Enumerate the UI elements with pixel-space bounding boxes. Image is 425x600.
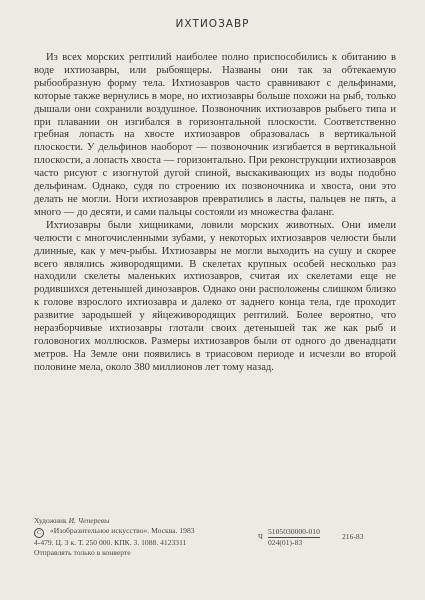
imprint-footer [34, 516, 396, 586]
catalog-numerator: 5105030000-010 [268, 527, 320, 536]
catalog-fraction [268, 527, 320, 548]
artist-name: И. Чеперевы [68, 516, 110, 525]
catalog-code: 216-83 [342, 532, 364, 541]
artist-label: Художник [34, 516, 67, 525]
mailing-note: Отправлять только в конверте [34, 548, 131, 557]
article-body [34, 52, 396, 375]
catalog-letter: Ч [258, 532, 263, 541]
publisher: «Изобразительное искусство». Москва. 1983 [50, 526, 195, 535]
paragraph-1: Из всех морских рептилий наиболее полно приспособились к обитанию в воде ихтиозавры, или рыбоящеры. Названы они так за обтекаемую рыбообразную форму тела. Ихтиозавров часто сравнивают с дельфинами, которые также вернулись в море, но ихтиозавры больше похожи на рыб, только дышали они сохранили воздушное. Позвоночник ихтиозавров рыбьего типа и при плавании он изгибался в горизонтальной плоскости. Соответственно гребная лопасть на хвосте ихтиозавров образовалась в вертикальной плоскости. У дельфинов наоборот — позвоночник изгибается в вертикальной плоскости, а лопасть хвоста — горизонтально. При реконструкции ихтиозавров часто рисуют с изогнутой дугой спиной, выскакивающих из воды подобно дельфинам. Однако, судя по строению их позвоночника и хвоста, они это делать не могли. Ноги ихтиозавров превратились в ласты, пальцев не пять, а много — до десяти, и сами пальцы состояли из множества фаланг. [34, 52, 396, 218]
publisher-line [34, 526, 195, 538]
catalog-denominator: 024(01)-83 [268, 538, 303, 547]
print-info: 4-479. Ц. 3 к. Т. 250 000. КПК. 3. 1088. 4123311 [34, 538, 187, 547]
copyright-icon: C [34, 528, 44, 538]
artist-line [34, 516, 195, 526]
imprint-block [34, 516, 195, 558]
paragraph-2: Ихтиозавры были хищниками, ловили морских животных. Они имели челюсти с многочисленными зубами, у некоторых ихтиозавров челюсти были длинные, как у меч-рыбы. Ихтиозавры не могли выходить на сушу и скорее всего являлись живородящими. В скелетах крупных особей несколько раз находили скелеты маленьких ихтиозавров, считая их скелетами еще не родившихся детенышей динозавров. Однако они расположены слишком близко к голове взрослого ихтиозавра и далеко от заднего конца тела, где проходит развитие зародышей у яйцеживородящих рептилий. Более вероятно, что неразборчивые ихтиозавры глотали своих детенышей так же как рыб и головоногих моллюсков. Размеры ихтиозавров были от одного до двенадцати метров. На Земле они появились в триасовом периоде и исчезли во второй половине мела, около 380 миллионов лет тому назад. [34, 219, 396, 373]
page-title: ИХТИОЗАВР [175, 18, 250, 30]
